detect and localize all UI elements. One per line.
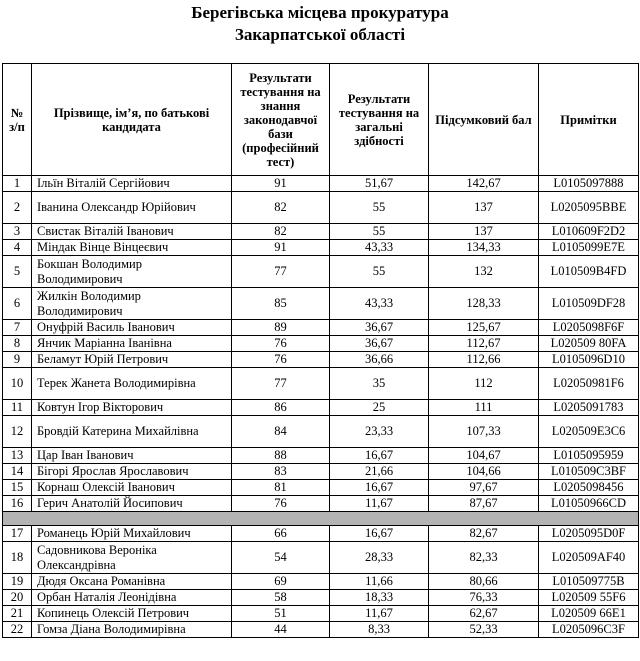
- page-title-line1: Берегівська місцева прокуратура: [191, 3, 449, 22]
- col-header-name: Прізвище, ім’я, по батькові кандидата: [32, 64, 232, 176]
- ability-test-score: 16,67: [330, 480, 429, 496]
- candidate-name: Онуфрій Василь Іванович: [32, 320, 232, 336]
- law-test-score: 77: [232, 368, 330, 400]
- note-code: L020509 80FA: [539, 336, 639, 352]
- table-row: [3, 224, 639, 240]
- table-header-row: [3, 64, 639, 176]
- note-code: L0205095D0F: [539, 526, 639, 542]
- note-code: L010509775B: [539, 574, 639, 590]
- candidate-name: Янчик Маріанна Іванівна: [32, 336, 232, 352]
- ability-test-score: 36,66: [330, 352, 429, 368]
- note-code: L010509B4FD: [539, 256, 639, 288]
- total-score: 80,66: [429, 574, 539, 590]
- law-test-score: 89: [232, 320, 330, 336]
- ability-test-score: 8,33: [330, 622, 429, 638]
- table-row: [3, 320, 639, 336]
- row-number: 5: [3, 256, 32, 288]
- table-row: [3, 400, 639, 416]
- candidate-name: Цар Іван Іванович: [32, 448, 232, 464]
- separator-row: [3, 512, 639, 526]
- total-score: 112,67: [429, 336, 539, 352]
- note-code: L0105099E7E: [539, 240, 639, 256]
- table-row: [3, 368, 639, 400]
- note-code: L02050981F6: [539, 368, 639, 400]
- ability-test-score: 18,33: [330, 590, 429, 606]
- table-row: [3, 542, 639, 574]
- row-number: 14: [3, 464, 32, 480]
- row-number: 22: [3, 622, 32, 638]
- total-score: 107,33: [429, 416, 539, 448]
- note-code: L01050966CD: [539, 496, 639, 512]
- col-header-ability-test: Результати тестування на загальні здібності: [330, 64, 429, 176]
- ability-test-score: 11,67: [330, 496, 429, 512]
- law-test-score: 81: [232, 480, 330, 496]
- total-score: 128,33: [429, 288, 539, 320]
- table-row: [3, 574, 639, 590]
- note-code: L020509 55F6: [539, 590, 639, 606]
- ability-test-score: 55: [330, 192, 429, 224]
- note-code: L0205098F6F: [539, 320, 639, 336]
- total-score: 82,33: [429, 542, 539, 574]
- law-test-score: 83: [232, 464, 330, 480]
- candidate-name: Терек Жанета Володимирівна: [32, 368, 232, 400]
- col-header-total: Підсумковий бал: [429, 64, 539, 176]
- candidate-name: Жилкін Володимир Володимирович: [32, 288, 232, 320]
- row-number: 9: [3, 352, 32, 368]
- table-row: [3, 448, 639, 464]
- candidate-name: Романець Юрій Михайлович: [32, 526, 232, 542]
- row-number: 4: [3, 240, 32, 256]
- ability-test-score: 55: [330, 224, 429, 240]
- row-number: 15: [3, 480, 32, 496]
- law-test-score: 69: [232, 574, 330, 590]
- table-body-lower: [3, 526, 639, 638]
- law-test-score: 44: [232, 622, 330, 638]
- ability-test-score: 28,33: [330, 542, 429, 574]
- note-code: L010509C3BF: [539, 464, 639, 480]
- table-body-upper: [3, 176, 639, 512]
- table-row: [3, 256, 639, 288]
- total-score: 104,67: [429, 448, 539, 464]
- candidate-name: Ковтун Ігор Вікторович: [32, 400, 232, 416]
- row-number: 20: [3, 590, 32, 606]
- total-score: 112: [429, 368, 539, 400]
- note-code: L0105096D10: [539, 352, 639, 368]
- ability-test-score: 55: [330, 256, 429, 288]
- law-test-score: 91: [232, 240, 330, 256]
- table-row: [3, 288, 639, 320]
- total-score: 137: [429, 192, 539, 224]
- total-score: 142,67: [429, 176, 539, 192]
- total-score: 87,67: [429, 496, 539, 512]
- results-table: [2, 63, 639, 638]
- row-number: 1: [3, 176, 32, 192]
- law-test-score: 84: [232, 416, 330, 448]
- total-score: 52,33: [429, 622, 539, 638]
- note-code: L0205095BBE: [539, 192, 639, 224]
- table-row: [3, 192, 639, 224]
- note-code: L010609F2D2: [539, 224, 639, 240]
- note-code: L010509DF28: [539, 288, 639, 320]
- candidate-name: Іванина Олександр Юрійович: [32, 192, 232, 224]
- col-header-notes: Примітки: [539, 64, 639, 176]
- candidate-name: Копинець Олексій Петрович: [32, 606, 232, 622]
- law-test-score: 77: [232, 256, 330, 288]
- ability-test-score: 51,67: [330, 176, 429, 192]
- table-row: [3, 606, 639, 622]
- law-test-score: 86: [232, 400, 330, 416]
- law-test-score: 51: [232, 606, 330, 622]
- total-score: 134,33: [429, 240, 539, 256]
- law-test-score: 54: [232, 542, 330, 574]
- total-score: 104,66: [429, 464, 539, 480]
- ability-test-score: 25: [330, 400, 429, 416]
- candidate-name: Міндак Вінце Вінцеєвич: [32, 240, 232, 256]
- candidate-name: Дюдя Оксана Романівна: [32, 574, 232, 590]
- total-score: 97,67: [429, 480, 539, 496]
- row-number: 17: [3, 526, 32, 542]
- row-number: 6: [3, 288, 32, 320]
- row-number: 2: [3, 192, 32, 224]
- note-code: L0205096C3F: [539, 622, 639, 638]
- row-number: 12: [3, 416, 32, 448]
- row-number: 19: [3, 574, 32, 590]
- law-test-score: 91: [232, 176, 330, 192]
- total-score: 137: [429, 224, 539, 240]
- candidate-name: Беламут Юрій Петрович: [32, 352, 232, 368]
- table-row: [3, 622, 639, 638]
- ability-test-score: 36,67: [330, 320, 429, 336]
- candidate-name: Садовникова Вероніка Олександрівна: [32, 542, 232, 574]
- col-header-num: № з/п: [3, 64, 32, 176]
- row-number: 3: [3, 224, 32, 240]
- law-test-score: 76: [232, 496, 330, 512]
- row-number: 8: [3, 336, 32, 352]
- ability-test-score: 23,33: [330, 416, 429, 448]
- row-number: 10: [3, 368, 32, 400]
- note-code: L0105097888: [539, 176, 639, 192]
- law-test-score: 58: [232, 590, 330, 606]
- table-row: [3, 416, 639, 448]
- law-test-score: 76: [232, 336, 330, 352]
- row-number: 18: [3, 542, 32, 574]
- total-score: 125,67: [429, 320, 539, 336]
- candidate-name: Орбан Наталія Леонідівна: [32, 590, 232, 606]
- col-header-law-test: Результати тестування на знання законодавчої бази (професійний тест): [232, 64, 330, 176]
- ability-test-score: 21,66: [330, 464, 429, 480]
- note-code: L0205098456: [539, 480, 639, 496]
- row-number: 21: [3, 606, 32, 622]
- law-test-score: 82: [232, 192, 330, 224]
- candidate-name: Корнаш Олексій Іванович: [32, 480, 232, 496]
- ability-test-score: 16,67: [330, 526, 429, 542]
- row-number: 7: [3, 320, 32, 336]
- table-row: [3, 352, 639, 368]
- table-separator: [3, 512, 639, 526]
- ability-test-score: 36,67: [330, 336, 429, 352]
- table-row: [3, 336, 639, 352]
- row-number: 11: [3, 400, 32, 416]
- note-code: L0205091783: [539, 400, 639, 416]
- law-test-score: 82: [232, 224, 330, 240]
- candidate-name: Герич Анатолій Йосипович: [32, 496, 232, 512]
- candidate-name: Гомза Діана Володимирівна: [32, 622, 232, 638]
- table-row: [3, 480, 639, 496]
- total-score: 132: [429, 256, 539, 288]
- candidate-name: Бокшан Володимир Володимирович: [32, 256, 232, 288]
- note-code: L0105095959: [539, 448, 639, 464]
- law-test-score: 88: [232, 448, 330, 464]
- table-row: [3, 176, 639, 192]
- table-row: [3, 496, 639, 512]
- ability-test-score: 43,33: [330, 240, 429, 256]
- table-row: [3, 240, 639, 256]
- total-score: 111: [429, 400, 539, 416]
- row-number: 13: [3, 448, 32, 464]
- law-test-score: 85: [232, 288, 330, 320]
- note-code: L020509E3C6: [539, 416, 639, 448]
- candidate-name: Ільїн Віталій Сергійович: [32, 176, 232, 192]
- ability-test-score: 11,67: [330, 606, 429, 622]
- ability-test-score: 11,66: [330, 574, 429, 590]
- total-score: 62,67: [429, 606, 539, 622]
- separator-cell: [3, 512, 639, 526]
- ability-test-score: 16,67: [330, 448, 429, 464]
- table-row: [3, 464, 639, 480]
- candidate-name: Бігорі Ярослав Ярославович: [32, 464, 232, 480]
- table-row: [3, 590, 639, 606]
- note-code: L020509AF40: [539, 542, 639, 574]
- ability-test-score: 35: [330, 368, 429, 400]
- candidate-name: Свистак Віталій Іванович: [32, 224, 232, 240]
- total-score: 112,66: [429, 352, 539, 368]
- note-code: L020509 66E1: [539, 606, 639, 622]
- total-score: 82,67: [429, 526, 539, 542]
- row-number: 16: [3, 496, 32, 512]
- total-score: 76,33: [429, 590, 539, 606]
- law-test-score: 76: [232, 352, 330, 368]
- ability-test-score: 43,33: [330, 288, 429, 320]
- table-row: [3, 526, 639, 542]
- candidate-name: Бровдій Катерина Михайлівна: [32, 416, 232, 448]
- law-test-score: 66: [232, 526, 330, 542]
- page-title-line2: Закарпатської області: [234, 25, 406, 44]
